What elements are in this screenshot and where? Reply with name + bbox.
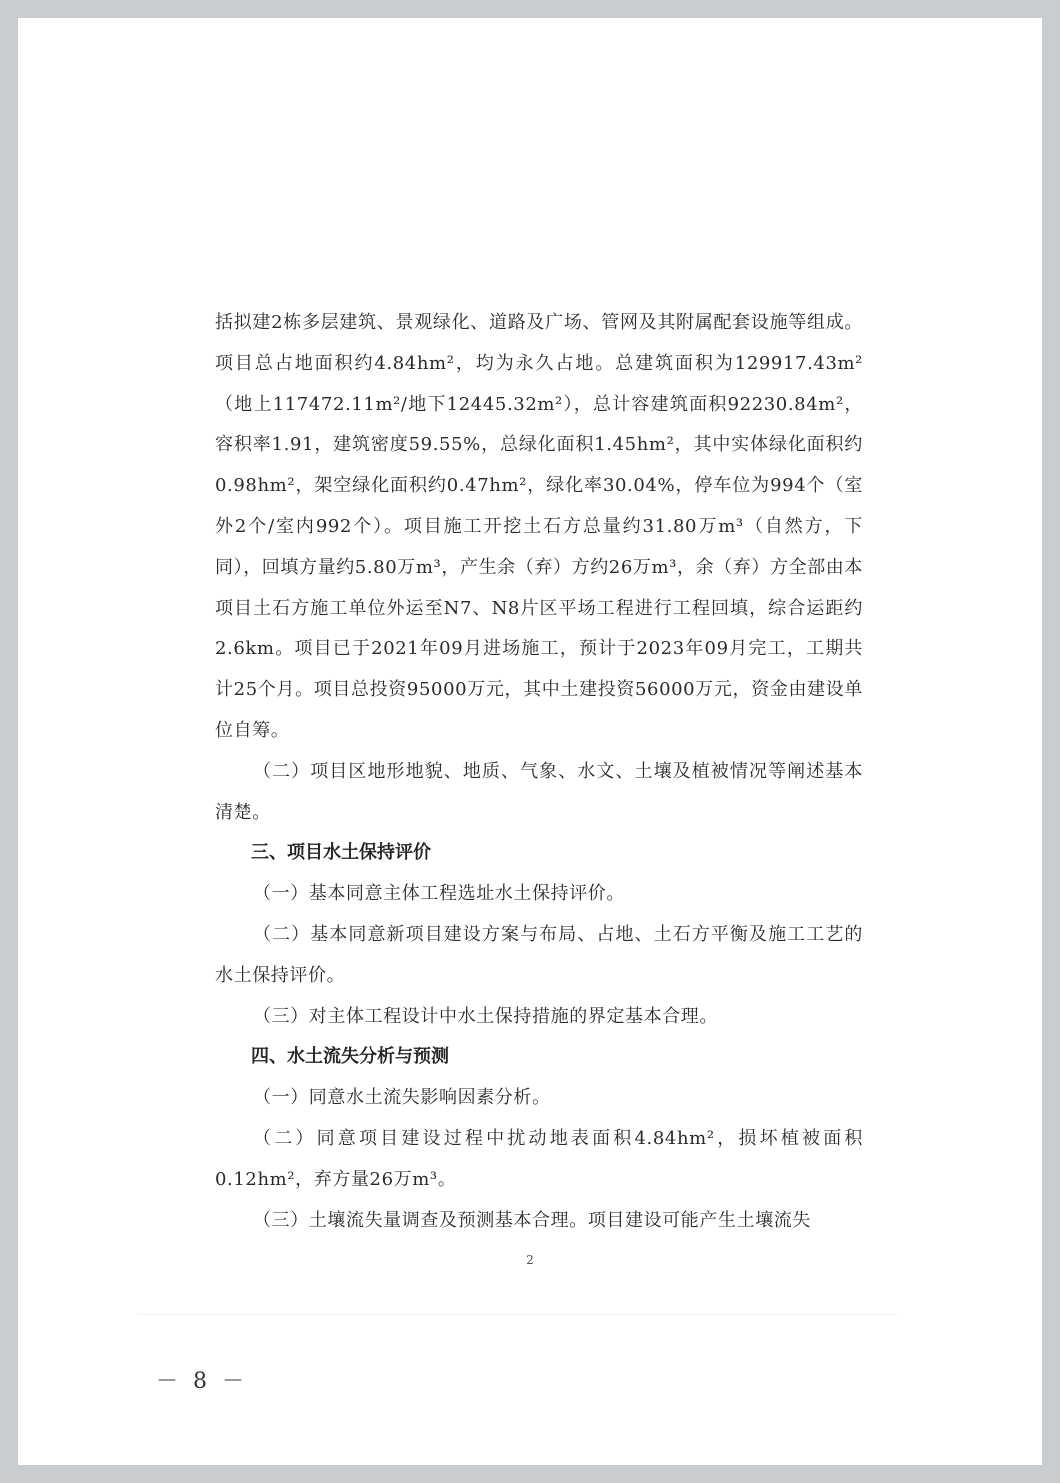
paragraph-terrain: （二）项目区地形地貌、地质、气象、水文、土壤及植被情况等阐述基本清楚。 xyxy=(215,760,863,823)
section-heading-3: 三、项目水土保持评价 xyxy=(251,842,431,864)
footer-divider xyxy=(138,1314,898,1315)
paragraph-3-1: （一）基本同意主体工程选址水土保持评价。 xyxy=(253,883,625,905)
paragraph-4-2: （二）同意项目建设过程中扰动地表面积4.84hm²，损坏植被面积0.12hm²，弃方量26万m³。 xyxy=(215,1127,863,1190)
document-body xyxy=(215,303,863,1241)
paragraph-3-3: （三）对主体工程设计中水土保持措施的界定基本合理。 xyxy=(253,1005,718,1027)
inner-page-number: 2 xyxy=(526,1253,534,1267)
paragraph-3-2: （二）基本同意新项目建设方案与布局、占地、土石方平衡及施工工艺的水土保持评价。 xyxy=(215,923,863,986)
outer-page-number: － 8 － xyxy=(156,1369,248,1394)
paragraph-project-overview: 括拟建2栋多层建筑、景观绿化、道路及广场、管网及其附属配套设施等组成。项目总占地面积约4.84hm²，均为永久占地。总建筑面积为129917.43m²（地上117472.11m²/地下12445.32m²），总计容建筑面积92230.84m²，容积率1.91，建筑密度59.55%，总绿化面积1.45hm²，其中实体绿化面积约0.98hm²，架空绿化面积约0.47hm²，绿化率30.04%，停车位为994个（室外2个/室内992个）。项目施工开挖土石方总量约31.80万m³（自然方，下同），回填方量约5.80万m³，产生余（弃）方约26万m³，余（弃）方全部由本项目土石方施工单位外运至N7、N8片区平场工程进行工程回填，综合运距约2.6km。项目已于2021年09月进场施工，预计于2023年09月完工，工期共计25个月。项目总投资95000万元，其中土建投资56000万元，资金由建设单位自筹。 xyxy=(215,312,863,741)
paragraph-4-1: （一）同意水土流失影响因素分析。 xyxy=(253,1087,551,1109)
paragraph-4-3: （三）土壤流失量调查及预测基本合理。项目建设可能产生土壤流失 xyxy=(253,1209,811,1231)
document-page xyxy=(18,18,1042,1465)
section-heading-4: 四、水土流失分析与预测 xyxy=(251,1046,449,1068)
